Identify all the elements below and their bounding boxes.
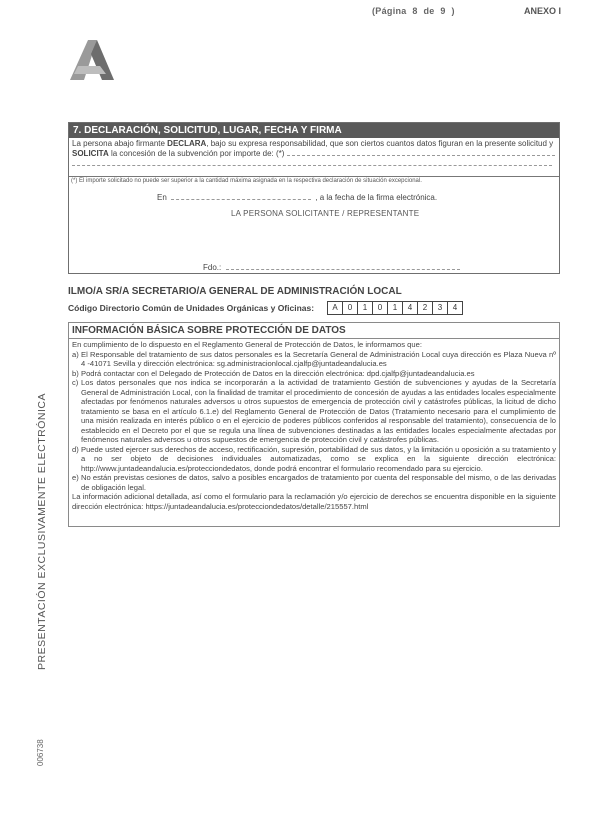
junta-logo-icon (70, 40, 114, 80)
amount-field-continued[interactable] (72, 165, 552, 166)
protection-item (72, 369, 556, 379)
data-protection-section (68, 322, 560, 527)
protection-item (72, 350, 556, 369)
protection-footer: La información adicional detallada, así como el formulario para la reclamación y/o ejercicio de derechos se encuentra disponible en la siguiente dirección electrónica: https://juntadeandalucia.es/protecciondedatos/detalle/215557.html (72, 492, 556, 511)
document-code: 006738 (36, 739, 45, 766)
annex-label: ANEXO I (524, 6, 562, 16)
code-box: 0 (342, 301, 358, 315)
item-text: Los datos personales que nos indica se incorporarán a la actividad de tratamiento Gestión de subvenciones y ayudas de la Secretaría General de Administración Local, con la finalidad de tramitar el procedimiento de concesión de ayudas a las entidades locales especialmente afectadas por fenómenos naturales adversos u otros supuestos de emergencia de protección civil y catástrofes públicas, la licitud de dicho tratamiento se basa en el artículo 6.1.e) del Reglamento General de Protección de Datos (Tratamiento necesario para el cumplimiento de una misión realizada en interés público o en el ejercicio de poderes públicos conferidos al responsable del tratamiento), consecuencia de lo establecido en el Decreto por el que se regula una línea de subvenciones destinadas a las entidades locales especialmente afectadas por fenómenos naturales adversos u otros supuestos de emergencia de protección civil y catástrofes públicas. (81, 378, 556, 444)
side-vertical-text: PRESENTACIÓN EXCLUSIVAMENTE ELECTRÓNICA (36, 393, 48, 670)
representative-label: LA PERSONA SOLICITANTE / REPRESENTANTE (231, 209, 420, 218)
declaration-text: La persona abajo firmante DECLARA, bajo su expresa responsabilidad, que son ciertos cuantos datos figuran en la presente solicitud y SOLICITA la concesión de la subvención por importe de: (*) (72, 139, 556, 169)
item-label: a) (72, 349, 79, 359)
page-indicator: (Página 8 de 9 ) (372, 6, 455, 16)
code-box: A (327, 301, 343, 315)
code-box: 1 (387, 301, 403, 315)
addressee-title: ILMO/A SR/A SECRETARIO/A GENERAL DE ADMINISTRACIÓN LOCAL (68, 286, 402, 297)
item-label: d) (72, 444, 79, 454)
item-label: c) (72, 378, 79, 387)
protection-item (72, 445, 556, 474)
amount-field[interactable] (287, 155, 555, 156)
item-text: No están previstas cesiones de datos, salvo a posibles encargados de tratamiento por cuenta del responsable del mismo, o de las derivadas de obligación legal. (81, 473, 556, 492)
code-box: 4 (402, 301, 418, 315)
item-label: b) (72, 368, 79, 378)
signature-field[interactable] (226, 269, 460, 270)
place-field[interactable] (171, 199, 311, 200)
item-label: e) (72, 473, 79, 482)
item-text: Puede usted ejercer sus derechos de acceso, rectificación, supresión, portabilidad de sus datos, y la limitación u oposición a su tratamiento y a no ser objeto de decisiones individuales automatizadas, como se explica en la siguiente dirección electrónica: http://www.juntadeandalucia.es/protecciondedatos, donde podrá encontrar el formulario recomendado para su ejercicio. (81, 444, 556, 473)
item-text: Podrá contactar con el Delegado de Protección de Datos en la dirección electrónica: dpd.cjalfp@juntadeandalucia.es (81, 368, 475, 378)
code-box: 4 (447, 301, 463, 315)
place-line: En , a la fecha de la firma electrónica. (157, 193, 438, 202)
section-title: 7. DECLARACIÓN, SOLICITUD, LUGAR, FECHA Y FIRMA (69, 123, 559, 138)
code-box: 1 (357, 301, 373, 315)
declaration-section (68, 122, 560, 274)
signature-line: Fdo.: (203, 263, 460, 272)
code-box: 2 (417, 301, 433, 315)
item-text: El Responsable del tratamiento de sus datos personales es la Secretaría General de Administración Local cuya dirección es Plaza Nueva nº 4 -41071 Sevilla y dirección electrónica: sg.administracionlocal.cjalfp@juntadeandalucia.es (81, 349, 556, 368)
code-box: 0 (372, 301, 388, 315)
protection-title: INFORMACIÓN BÁSICA SOBRE PROTECCIÓN DE DATOS (69, 323, 559, 339)
protection-intro: En cumplimiento de lo dispuesto en el Reglamento General de Protección de Datos, le informamos que: (72, 340, 422, 349)
code-box: 3 (432, 301, 448, 315)
footnote: (*) El importe solicitado no puede ser superior a la cantidad máxima asignada en la respectiva declaración de situación excepcional. (69, 176, 559, 185)
protection-item (72, 378, 556, 445)
directory-code-label: Código Directorio Común de Unidades Orgánicas y Oficinas: (68, 303, 315, 313)
directory-code-boxes (328, 301, 463, 315)
protection-body (69, 339, 559, 512)
protection-item (72, 473, 556, 492)
